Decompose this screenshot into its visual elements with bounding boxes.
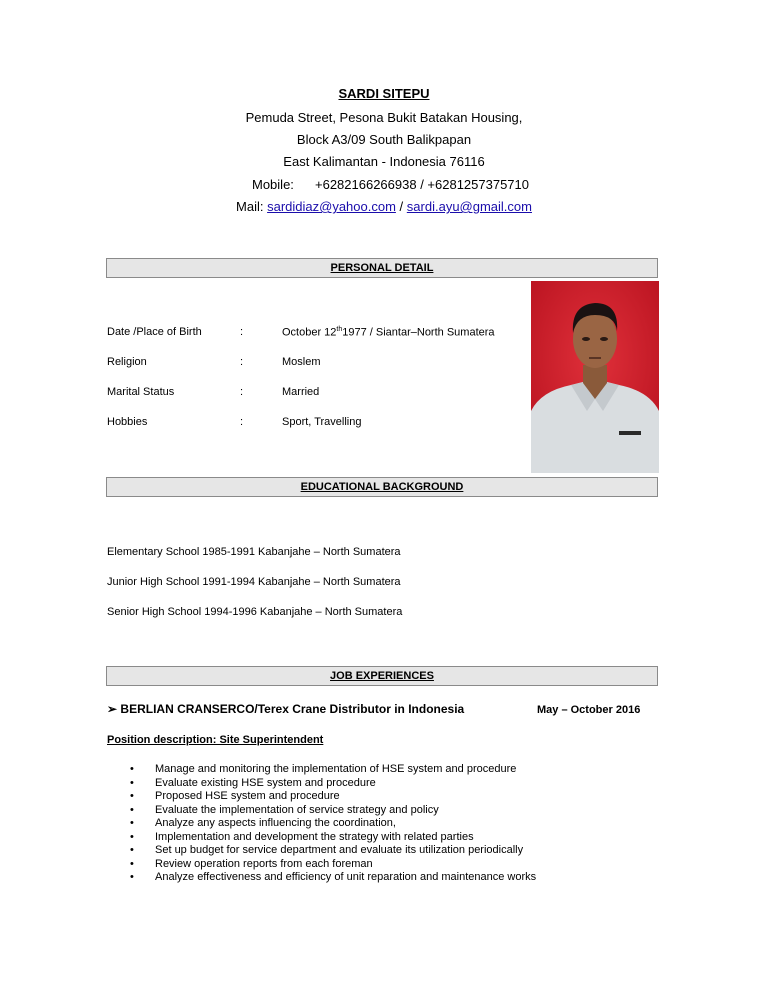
value-marital: Married bbox=[282, 386, 320, 398]
email-link-yahoo[interactable]: sardidiaz@yahoo.com bbox=[267, 199, 396, 214]
duty-text: Proposed HSE system and procedure bbox=[155, 790, 340, 802]
education-item-senior: Senior High School 1994-1996 Kabanjahe – North Sumatera bbox=[107, 606, 403, 618]
address-line-1: Pemuda Street, Pesona Bukit Batakan Housing, bbox=[245, 110, 523, 125]
email-separator: / bbox=[399, 199, 404, 214]
candidate-name: SARDI SITEPU bbox=[338, 86, 430, 101]
duty-text: Analyze effectiveness and efficiency of unit reparation and maintenance works bbox=[155, 871, 537, 883]
duty-text: Implementation and development the strategy with related parties bbox=[155, 830, 474, 843]
education-item-elementary: Elementary School 1985-1991 Kabanjahe – North Sumatera bbox=[107, 546, 401, 558]
bullet-icon: • bbox=[130, 803, 134, 816]
bullet-icon: • bbox=[130, 763, 134, 775]
job-company-line bbox=[107, 702, 464, 716]
value-birth bbox=[282, 326, 495, 339]
mail-label: Mail: bbox=[236, 199, 264, 214]
section-bar-jobs bbox=[106, 666, 658, 686]
bullet-icon: • bbox=[130, 790, 134, 802]
section-bar-personal bbox=[106, 258, 658, 278]
colon-birth: : bbox=[240, 326, 244, 338]
bullet-icon: • bbox=[130, 871, 134, 883]
email-link-gmail[interactable]: sardi.ayu@gmail.com bbox=[406, 199, 532, 214]
label-birth: Date /Place of Birth bbox=[107, 326, 202, 338]
mobile-label: Mobile: bbox=[252, 177, 294, 192]
profile-photo bbox=[531, 281, 659, 473]
duty-text: Evaluate existing HSE system and procedure bbox=[155, 776, 376, 789]
label-religion: Religion bbox=[107, 356, 147, 368]
job-period: May – October 2016 bbox=[537, 704, 641, 716]
label-marital: Marital Status bbox=[107, 386, 175, 398]
bullet-icon: • bbox=[130, 830, 134, 843]
colon-religion: : bbox=[240, 356, 244, 368]
job-company: BERLIAN CRANSERCO/Terex Crane Distributor in Indonesia bbox=[120, 702, 465, 716]
bullet-icon: • bbox=[130, 817, 134, 829]
bullet-icon: • bbox=[130, 776, 134, 789]
value-birth-place: 1977 / Siantar–North Sumatera bbox=[342, 326, 495, 339]
duty-text: Manage and monitoring the implementation of HSE system and procedure bbox=[155, 763, 517, 775]
colon-hobbies: : bbox=[240, 416, 244, 428]
section-heading-jobs: JOB EXPERIENCES bbox=[330, 670, 434, 682]
mobile-value: +6282166266938 / +6281257375710 bbox=[315, 177, 529, 192]
job-position: Position description: Site Superintendent bbox=[107, 734, 324, 746]
section-bar-education bbox=[106, 477, 658, 497]
arrow-bullet-icon: ➢ bbox=[107, 702, 118, 716]
colon-marital: : bbox=[240, 386, 244, 398]
section-heading-education: EDUCATIONAL BACKGROUND bbox=[300, 481, 464, 493]
bullet-icon: • bbox=[130, 857, 134, 870]
value-religion: Moslem bbox=[282, 356, 321, 368]
label-hobbies: Hobbies bbox=[107, 416, 148, 428]
duty-text: Set up budget for service department and evaluate its utilization periodically bbox=[155, 844, 524, 856]
value-birth-date: October 12 bbox=[282, 326, 337, 339]
mail-line bbox=[0, 199, 768, 214]
duty-text: Evaluate the implementation of service strategy and policy bbox=[155, 803, 439, 816]
bullet-icon: • bbox=[130, 844, 134, 856]
value-hobbies: Sport, Travelling bbox=[282, 416, 362, 428]
education-item-junior: Junior High School 1991-1994 Kabanjahe – North Sumatera bbox=[107, 576, 401, 588]
duty-text: Review operation reports from each foreman bbox=[155, 857, 373, 870]
address-line-3: East Kalimantan - Indonesia 76116 bbox=[283, 154, 485, 169]
value-birth-sup: th bbox=[336, 326, 343, 333]
duty-text: Analyze any aspects influencing the coordination, bbox=[155, 817, 396, 829]
section-heading-personal: PERSONAL DETAIL bbox=[330, 262, 434, 274]
address-line-2: Block A3/09 South Balikpapan bbox=[296, 132, 472, 147]
